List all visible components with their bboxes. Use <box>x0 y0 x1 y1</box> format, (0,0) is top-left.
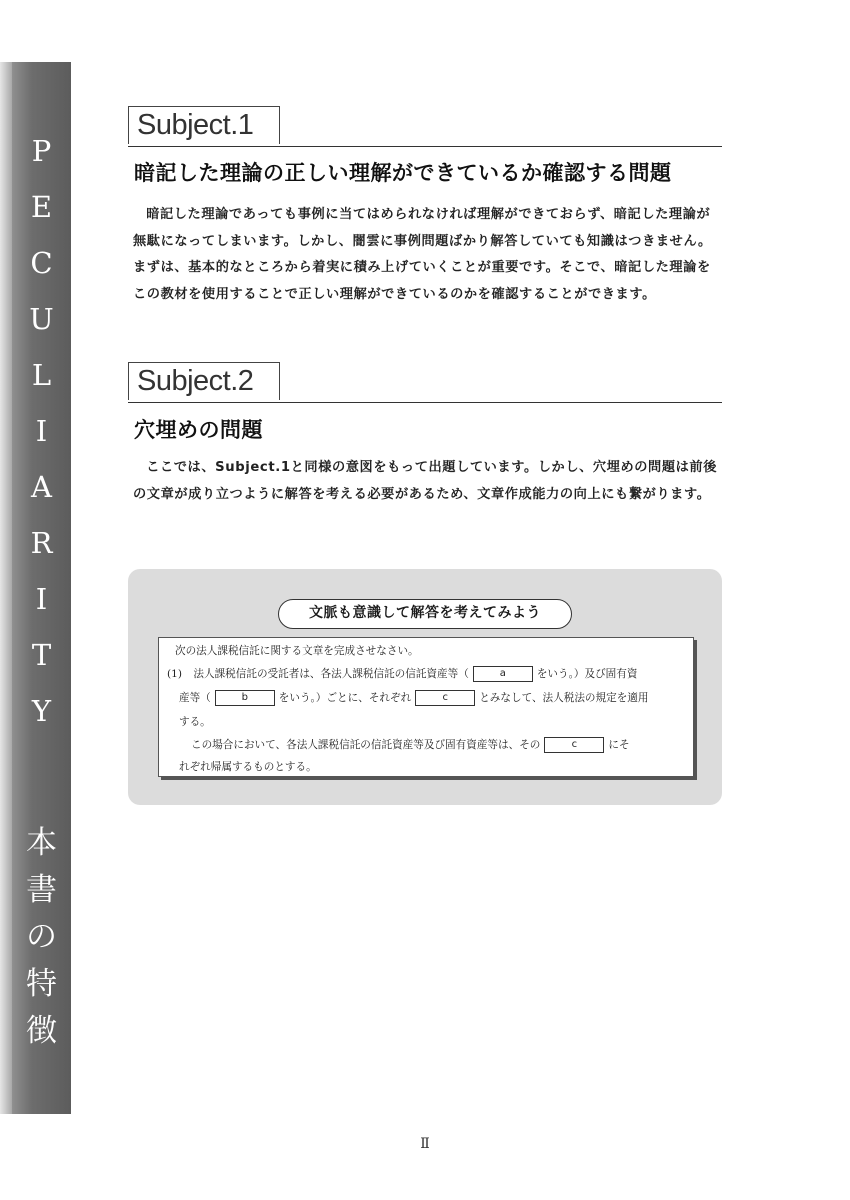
example-line-2 <box>179 690 649 706</box>
text-segment: 産等（ <box>179 692 211 704</box>
subject2-paragraph: ここでは、Subject.1と同様の意図をもって出題しています。しかし、穴埋めの問題は前後の文章が成り立つように解答を考える必要があるため、文章作成能力の向上にも繋がります。 <box>133 460 717 502</box>
text-segment: 法人課税信託の受託者は、各法人課税信託の信託資産等（ <box>193 668 469 680</box>
text-segment: とみなして、法人税法の規定を適用 <box>479 692 649 704</box>
subject2-label: Subject.2 <box>137 365 254 397</box>
band-kanji: 本 <box>26 825 57 861</box>
text-segment: をいう。）及び固有資 <box>536 668 638 680</box>
band-letter: P <box>31 134 52 168</box>
subject2-label-box <box>128 362 280 400</box>
subject1-paragraph: 暗記した理論であっても事例に当てはめられなければ理解ができておらず、暗記した理論が無駄になってしまいます。しかし、闇雲に事例問題ばかり解答していても知識はつきません。まずは、基本的なところから着実に積み上げていくことが重要です。そこで、暗記した理論をこの教材を使用することで正しい理解ができているのかを確認することができます。 <box>133 207 712 302</box>
blank-c: c <box>415 690 475 706</box>
band-letter: T <box>31 638 52 672</box>
band-letter: Y <box>31 694 52 728</box>
page-number: Ⅱ <box>420 1136 430 1152</box>
example-title: 文脈も意識して解答を考えてみよう <box>278 599 572 629</box>
side-band-edge <box>0 62 12 1114</box>
text-segment: この場合において、各法人課税信託の信託資産等及び固有資産等は、その <box>191 739 541 751</box>
subject1-heading: 暗記した理論の正しい理解ができているか確認する問題 <box>134 161 672 185</box>
band-letter: C <box>30 246 53 280</box>
text-segment: をいう。）ごとに、それぞれ <box>278 692 412 704</box>
band-letter: U <box>29 302 54 336</box>
example-line-4 <box>191 737 630 753</box>
subject1-body <box>133 202 723 308</box>
band-letter: E <box>30 190 53 224</box>
subject2-heading: 穴埋めの問題 <box>134 418 263 442</box>
band-kanji: 徴 <box>26 1013 57 1049</box>
example-line-1 <box>167 666 637 682</box>
subject2-body <box>133 455 723 508</box>
subject2-header <box>128 362 722 403</box>
subject1-header <box>128 106 722 147</box>
blank-b: b <box>215 690 275 706</box>
band-letter: L <box>31 358 52 392</box>
item-number: (1) <box>167 668 183 680</box>
side-band <box>0 62 71 1114</box>
band-kanji: の <box>26 919 57 955</box>
band-letter: A <box>31 470 52 504</box>
blank-c: c <box>544 737 604 753</box>
text-segment: にそ <box>608 739 630 751</box>
subject1-label-box <box>128 106 280 144</box>
subject1-label: Subject.1 <box>137 109 254 141</box>
blank-a: a <box>473 666 533 682</box>
band-letter: R <box>30 526 53 560</box>
band-letter: I <box>35 414 48 448</box>
example-instruction: 次の法人課税信託に関する文章を完成させなさい。 <box>175 645 419 657</box>
band-letter: I <box>35 582 48 616</box>
band-kanji: 特 <box>26 966 57 1002</box>
example-line-5: れぞれ帰属するものとする。 <box>179 761 317 773</box>
example-line-3: する。 <box>179 716 211 728</box>
band-kanji: 書 <box>26 872 57 908</box>
example-card <box>158 637 694 777</box>
